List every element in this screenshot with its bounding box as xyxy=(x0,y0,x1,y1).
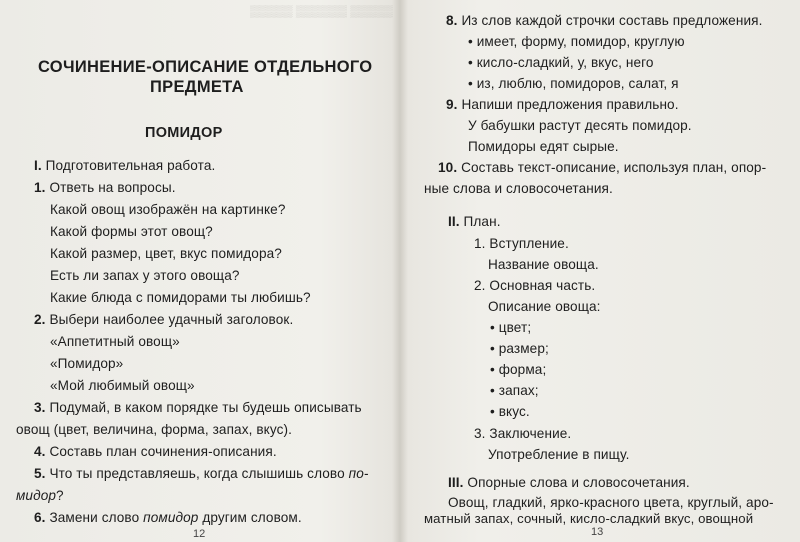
bullet-3: • из, люблю, помидоров, салат, я xyxy=(468,76,679,91)
item-10-line2: ные слова и словосочетания. xyxy=(424,181,613,196)
heading-option-2: «Помидор» xyxy=(50,356,124,371)
plan-3: 3. Заключение. xyxy=(474,426,572,441)
item-8-num: 8. xyxy=(446,13,458,28)
item-3-text: Подумай, в каком порядке ты будешь описывать xyxy=(49,400,362,415)
item-9-num: 9. xyxy=(446,97,458,112)
page-title-line2: ПРЕДМЕТА xyxy=(150,78,244,96)
item-5-num: 5. xyxy=(34,466,46,481)
section2-text: План. xyxy=(463,214,501,229)
heading-option-1: «Аппетитный овощ» xyxy=(50,334,180,349)
feature-color: • цвет; xyxy=(490,320,532,335)
item-5-line1 xyxy=(34,465,369,483)
item-9 xyxy=(446,96,679,114)
right-page xyxy=(402,0,800,542)
item-6-italic: помидор xyxy=(143,510,199,525)
item-1 xyxy=(34,179,176,197)
page-number-right: 13 xyxy=(591,526,604,538)
item-5-end: ? xyxy=(56,488,64,503)
plan-3a: Употребление в пищу. xyxy=(488,447,630,462)
item-4-num: 4. xyxy=(34,444,46,459)
item-5-italic-end: мидор xyxy=(16,488,57,503)
section2-num: II. xyxy=(448,214,460,229)
item-8 xyxy=(446,12,762,30)
plan-1: 1. Вступление. xyxy=(474,236,569,251)
section3-text: Опорные слова и словосочетания. xyxy=(467,475,690,490)
item-1-num: 1. xyxy=(34,180,46,195)
section3 xyxy=(448,474,690,492)
feature-shape: • форма; xyxy=(490,362,547,377)
question-5: Какие блюда с помидорами ты любишь? xyxy=(50,290,311,305)
page-title-line1: СОЧИНЕНИЕ-ОПИСАНИЕ ОТДЕЛЬНОГО xyxy=(38,58,373,76)
question-3: Какой размер, цвет, вкус помидора? xyxy=(50,246,282,261)
bullet-1: • имеет, форму, помидор, круглую xyxy=(468,34,685,49)
section1-text: Подготовительная работа. xyxy=(45,158,216,173)
item-6-text: Замени слово xyxy=(49,510,140,525)
item-10-num: 10. xyxy=(438,160,458,175)
plan-2a: Описание овоща: xyxy=(488,299,601,314)
bullet-2: • кисло-сладкий, у, вкус, него xyxy=(468,55,654,70)
item-5-text: Что ты представляешь, когда слышишь слово xyxy=(49,466,345,481)
item-6-end: другим словом. xyxy=(202,510,302,525)
item-5-italic: по- xyxy=(348,466,369,481)
sentence-2: Помидоры едят сырые. xyxy=(468,139,619,154)
words-line1: Овощ, гладкий, ярко-красного цвета, круглый, аро- xyxy=(448,495,774,510)
item-3-line1 xyxy=(34,399,362,417)
item-4-text: Составь план сочинения-описания. xyxy=(49,444,277,459)
item-10-line1 xyxy=(438,159,766,177)
heading-option-3: «Мой любимый овощ» xyxy=(50,378,195,393)
left-page xyxy=(0,0,398,542)
item-6 xyxy=(34,509,302,527)
sentence-1: У бабушки растут десять помидор. xyxy=(468,118,692,133)
item-6-num: 6. xyxy=(34,510,46,525)
bleed-through-text: ▒▒▒▒▒ ▒▒▒▒▒▒ ▒▒▒▒▒ xyxy=(250,4,393,18)
plan-2: 2. Основная часть. xyxy=(474,278,596,293)
item-3-line2: овощ (цвет, величина, форма, запах, вкус). xyxy=(16,422,293,437)
feature-taste: • вкус. xyxy=(490,404,530,419)
question-1: Какой овощ изображён на картинке? xyxy=(50,202,286,217)
item-3-num: 3. xyxy=(34,400,46,415)
item-2 xyxy=(34,311,293,329)
feature-smell: • запах; xyxy=(490,383,539,398)
section2 xyxy=(448,213,501,231)
question-4: Есть ли запах у этого овоща? xyxy=(50,268,240,283)
plan-1a: Название овоща. xyxy=(488,257,599,272)
section3-num: III. xyxy=(448,475,464,490)
item-2-text: Выбери наиболее удачный заголовок. xyxy=(49,312,294,327)
item-10-text: Составь текст-описание, используя план, опор- xyxy=(461,160,767,175)
question-2: Какой формы этот овощ? xyxy=(50,224,213,239)
item-1-text: Ответь на вопросы. xyxy=(49,180,176,195)
words-line2: матный запах, сочный, кисло-сладкий вкус, овощной xyxy=(424,511,754,526)
item-8-text: Из слов каждой строчки составь предложения. xyxy=(461,13,763,28)
item-4 xyxy=(34,443,277,461)
section1-num: I. xyxy=(34,158,42,173)
item-5-line2 xyxy=(16,487,64,505)
feature-size: • размер; xyxy=(490,341,549,356)
item-2-num: 2. xyxy=(34,312,46,327)
item-9-text: Напиши предложения правильно. xyxy=(461,97,679,112)
subtitle: ПОМИДОР xyxy=(145,125,223,141)
section1 xyxy=(34,157,215,175)
page-number-left: 12 xyxy=(193,528,206,540)
